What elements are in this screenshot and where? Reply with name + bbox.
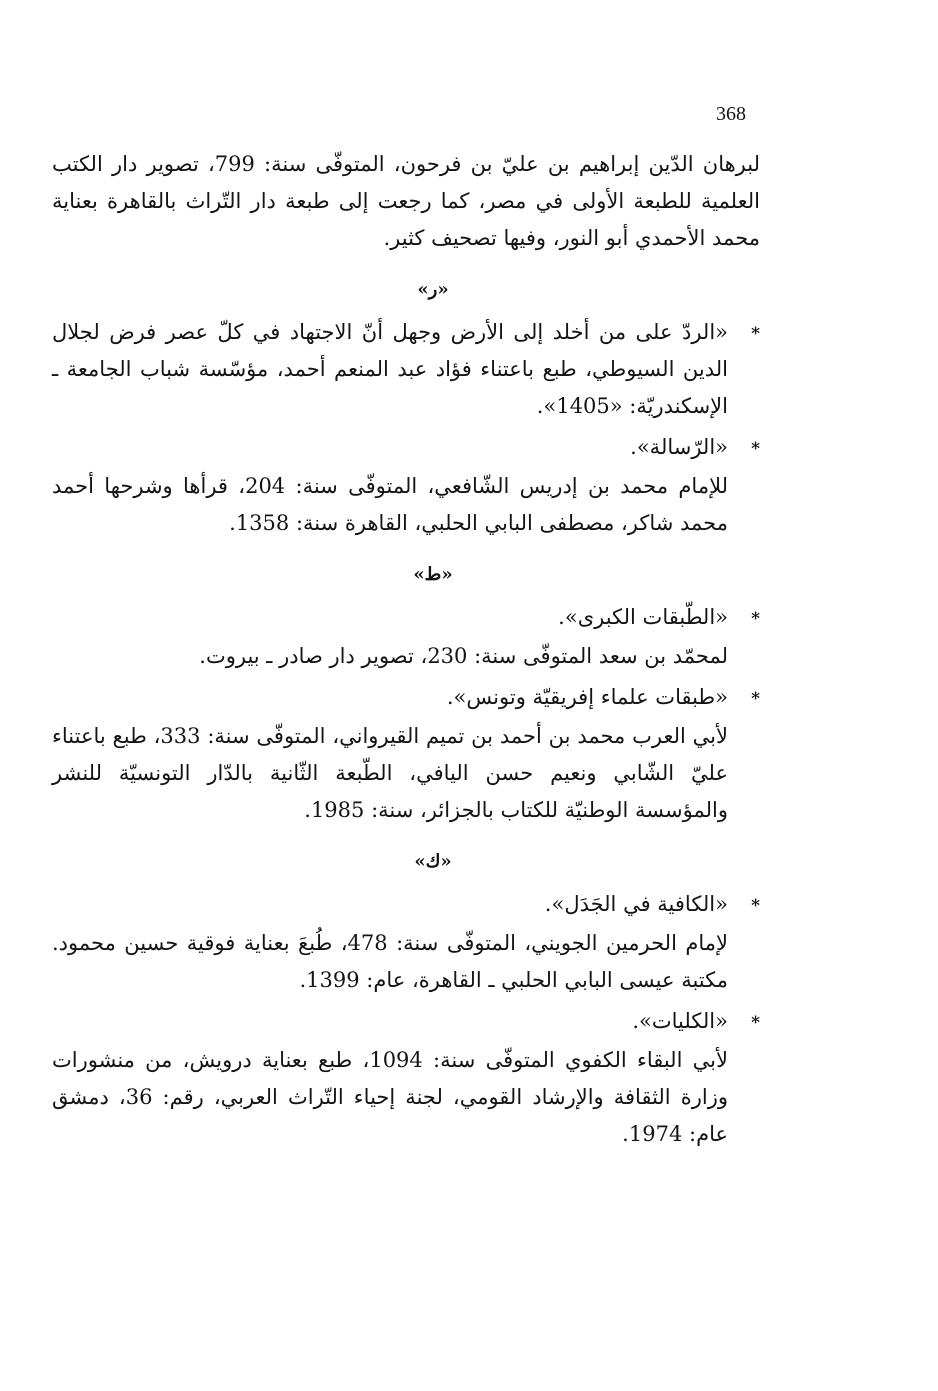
bullet-asterisk: *: [751, 439, 760, 459]
entry-title: «الكليات».: [632, 1009, 728, 1033]
entry-description: لمحمّد بن سعد المتوفّى سنة: 230، تصوير دار صادر ـ بيروت.: [199, 644, 728, 668]
bullet-asterisk: *: [751, 689, 760, 709]
entry-title: «الطّبقات الكبرى».: [558, 605, 728, 629]
entry-description: لإمام الحرمين الجويني، المتوفّى سنة: 478، طُبعَ بعناية فوقية حسين محمود. مكتبة عيسى البابي الحلبي ـ القاهرة، عام: 1399.: [52, 931, 728, 992]
bullet-asterisk: *: [751, 324, 760, 344]
entry-tabaqat-kubra: [52, 599, 760, 638]
bullet-asterisk: *: [751, 609, 760, 629]
entry-description: لأبي البقاء الكفوي المتوفّى سنة: 1094، طبع بعناية درويش، من منشورات وزارة الثقافة والإرشاد القومي، لجنة إحياء التّراث العربي، رقم: 36، دمشق عام: 1974.: [52, 1048, 728, 1146]
entry-radd: [52, 314, 760, 425]
entry-tabaqat-ulama: [52, 679, 760, 718]
page-number: 368: [716, 103, 746, 125]
entry-title: «الكافية في الجَدَل».: [544, 892, 728, 916]
entry-title: «الردّ على من أخلد إلى الأرض وجهل أنّ الاجتهاد في كلّ عصر فرض لجلال الدين السيوطي، طبع باعتناء فؤاد عبد المنعم أحمد، مؤسّسة شباب الجامعة ـ الإسكندريّة: «1405».: [52, 320, 728, 418]
section-heading-ra: «ر»: [417, 279, 449, 300]
section-heading-ta: «ط»: [413, 564, 453, 585]
entry-risala: [52, 429, 760, 468]
bullet-asterisk: *: [751, 896, 760, 916]
intro-paragraph: لبرهان الدّين إبراهيم بن عليّ بن فرحون، المتوفّى سنة: 799، تصوير دار الكتب العلمية للطبعة الأولى في مصر، كما رجعت إلى طبعة دار التّراث بالقاهرة بعناية محمد الأحمدي أبو النور، وفيها تصحيف كثير.: [52, 152, 760, 250]
entry-description: للإمام محمد بن إدريس الشّافعي، المتوفّى سنة: 204، قرأها وشرحها أحمد محمد شاكر، مصطفى البابي الحلبي، القاهرة سنة: 1358.: [52, 474, 728, 535]
entry-title: «طبقات علماء إفريقيّة وتونس».: [446, 685, 728, 709]
entry-kulliyat: [52, 1003, 760, 1042]
bullet-asterisk: *: [751, 1013, 760, 1033]
entry-title: «الرّسالة».: [630, 435, 728, 459]
bibliography-text: [52, 146, 760, 1153]
entry-kafiya: [52, 886, 760, 925]
entry-description: لأبي العرب محمد بن أحمد بن تميم القيرواني، المتوفّى سنة: 333، طبع باعتناء عليّ الشّابي ونعيم حسن اليافي، الطّبعة الثّانية بالدّار التونسيّة للنشر والمؤسسة الوطنيّة للكتاب بالجزائر، سنة: 1985.: [52, 724, 728, 822]
section-heading-kaf: «ك»: [414, 851, 452, 872]
